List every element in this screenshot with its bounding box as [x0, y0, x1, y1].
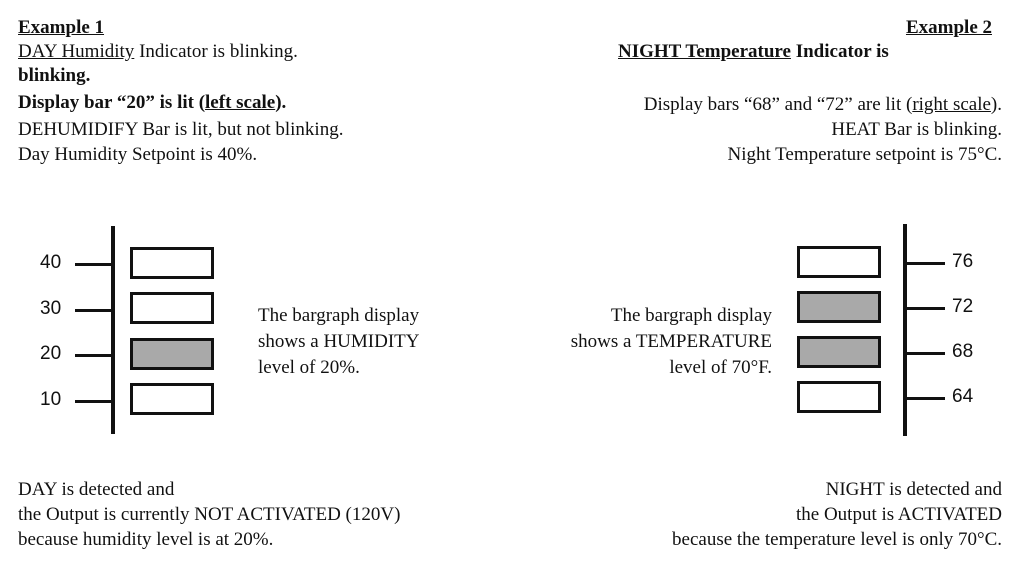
- example2-tick-label: 64: [952, 386, 974, 407]
- example2-caption-line: shows a TEMPERATURE: [570, 331, 772, 352]
- example2-caption-line: level of 70°F.: [669, 357, 772, 378]
- example2-footer-line: because the temperature level is only 70°C.: [672, 529, 1002, 550]
- example2-tick: [907, 397, 945, 400]
- example1-line5: Day Humidity Setpoint is 40%.: [18, 144, 258, 165]
- example1-bar-3: [130, 338, 214, 370]
- example1-tick: [75, 400, 113, 403]
- example2-tick-label: 68: [952, 341, 974, 362]
- example2-tick: [907, 262, 945, 265]
- example2-caption: [571, 303, 772, 381]
- example1-tick-label: 30: [40, 298, 62, 319]
- example1-tick: [75, 309, 113, 312]
- example1-footer-line: because humidity level is at 20%.: [18, 529, 274, 550]
- example2-line5: Night Temperature setpoint is 75°C.: [727, 144, 1002, 165]
- example1-heading: Example 1: [18, 17, 105, 38]
- example1-caption: [258, 303, 419, 381]
- example2-footer-line: NIGHT is detected and: [825, 479, 1002, 500]
- example1-footer-line: DAY is detected and: [18, 479, 175, 500]
- example1-tick: [75, 354, 113, 357]
- example2-heading: Example 2: [905, 17, 992, 38]
- example2-footer-line: the Output is ACTIVATED: [795, 504, 1002, 525]
- example2-tick-label: 72: [952, 296, 974, 317]
- example1-line1: DAY Humidity Indicator is blinking.: [18, 41, 298, 62]
- example2-tick: [907, 307, 945, 310]
- example2-caption-line: The bargraph display: [610, 305, 772, 326]
- example1-footer-line: the Output is currently NOT ACTIVATED (120V): [18, 504, 401, 525]
- example2-scale-axis: [903, 224, 907, 436]
- example2-tick-label: 76: [952, 251, 974, 272]
- example1-line3: Display bar “20” is lit (left scale).: [18, 92, 287, 113]
- example2-bar-3: [797, 336, 881, 368]
- example1-caption-line: shows a HUMIDITY: [258, 331, 420, 352]
- example1-tick-label: 10: [40, 389, 62, 410]
- example2-line4: HEAT Bar is blinking.: [831, 119, 1002, 140]
- example1-tick: [75, 263, 113, 266]
- example1-caption-line: The bargraph display: [258, 305, 420, 326]
- example2-line3: Display bars “68” and “72” are lit (right scale).: [643, 94, 1002, 115]
- example2-bar-2: [797, 291, 881, 323]
- example1-bar-1: [130, 247, 214, 279]
- example1-line2: blinking.: [18, 65, 91, 86]
- example1-caption-line: level of 20%.: [258, 357, 360, 378]
- example1-tick-label: 40: [40, 252, 62, 273]
- example1-bar-2: [130, 292, 214, 324]
- example2-line1: NIGHT Temperature Indicator is: [618, 41, 889, 62]
- example1-line4: DEHUMIDIFY Bar is lit, but not blinking.: [18, 119, 344, 140]
- example2-tick: [907, 352, 945, 355]
- example1-tick-label: 20: [40, 343, 62, 364]
- example1-bar-4: [130, 383, 214, 415]
- example2-bar-1: [797, 246, 881, 278]
- example2-bar-4: [797, 381, 881, 413]
